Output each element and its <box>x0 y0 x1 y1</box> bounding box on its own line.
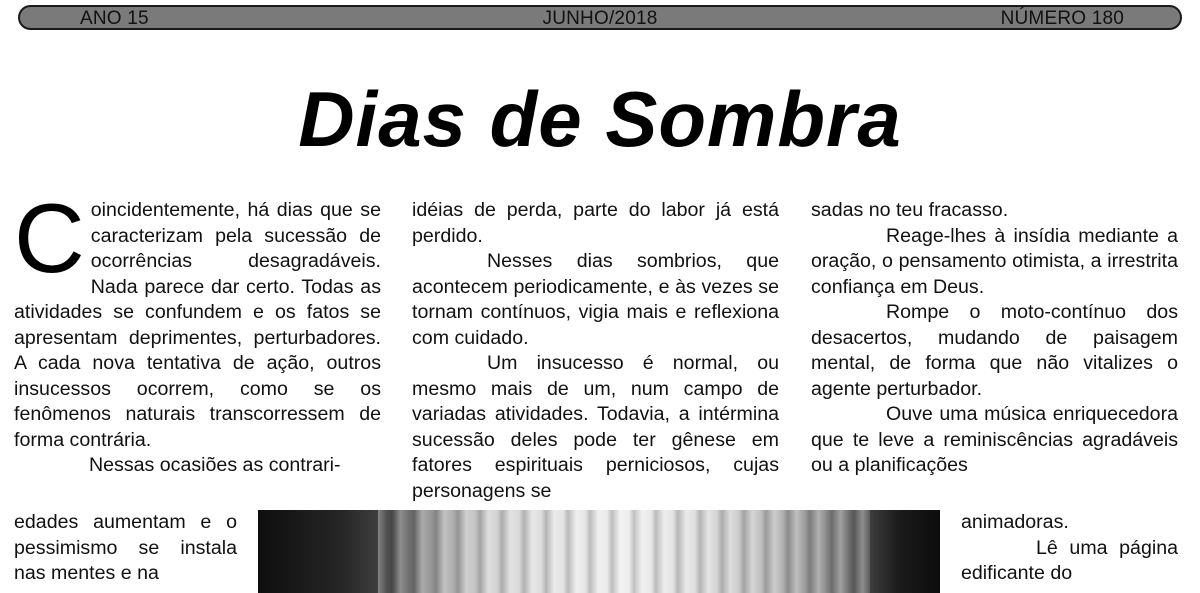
article-column-3 <box>811 198 1178 479</box>
paragraph: Nessas ocasiões as contrari- <box>89 454 341 476</box>
paragraph <box>14 183 381 453</box>
article-column-1-continued <box>14 510 237 587</box>
paragraph: Lê uma página edificante do <box>961 536 1178 584</box>
drop-cap: C <box>14 183 85 293</box>
masthead-year: ANO 15 <box>80 8 149 29</box>
photo-dark-wall-right <box>870 510 940 593</box>
paragraph: Um insucesso é normal, ou mesmo mais de um, num campo de variadas atividades. Todavia, a intérmina sucessão deles pode ter gênese em fatores espirituais perniciosos, cujas personagens se <box>412 352 779 502</box>
paragraph: animadoras. <box>961 511 1069 533</box>
article-column-2 <box>412 198 779 504</box>
article-column-3-continued <box>961 510 1178 587</box>
paragraph: Nesses dias sombrios, que acontecem periodicamente, e às vezes se tornam contínuos, vigia mais e reflexiona com cuidado. <box>412 250 779 349</box>
paragraph-text: oincidentemente, há dias que se caracterizam pela sucessão de ocorrências desagradáveis. Nada parece dar certo. Todas as atividades se confundem e os fatos se apresentam deprimentes, perturbadores. A cada nova tentativa de ação, outros insucessos ocorrem, como se os fenômenos naturais transcorressem de forma contrária. <box>14 199 381 451</box>
masthead-issue: NÚMERO 180 <box>1000 8 1124 29</box>
paragraph: Rompe o moto-contínuo dos desacertos, mudando de paisagem mental, de forma que não vitalizes o agente perturbador. <box>811 301 1178 400</box>
paragraph: sadas no teu fracasso. <box>811 199 1009 221</box>
paragraph: idéias de perda, parte do labor já está perdido. <box>412 199 779 247</box>
paragraph: edades aumentam e o pessimismo se instala nas mentes e na <box>14 511 237 584</box>
window-curtain-photo <box>258 510 940 593</box>
masthead-date: JUNHO/2018 <box>542 8 658 29</box>
article-column-1 <box>14 183 381 479</box>
masthead-bar <box>18 5 1182 30</box>
photo-dark-wall-left <box>258 510 378 593</box>
article-title: Dias de Sombra <box>298 75 902 163</box>
paragraph: Reage-lhes à insídia mediante a oração, o pensamento otimista, a irrestrita confiança em Deus. <box>811 224 1178 298</box>
paragraph: Ouve uma música enriquecedora que te leve a reminiscências agradáveis ou a planificações <box>811 403 1178 476</box>
photo-sheer-curtain <box>378 510 870 593</box>
